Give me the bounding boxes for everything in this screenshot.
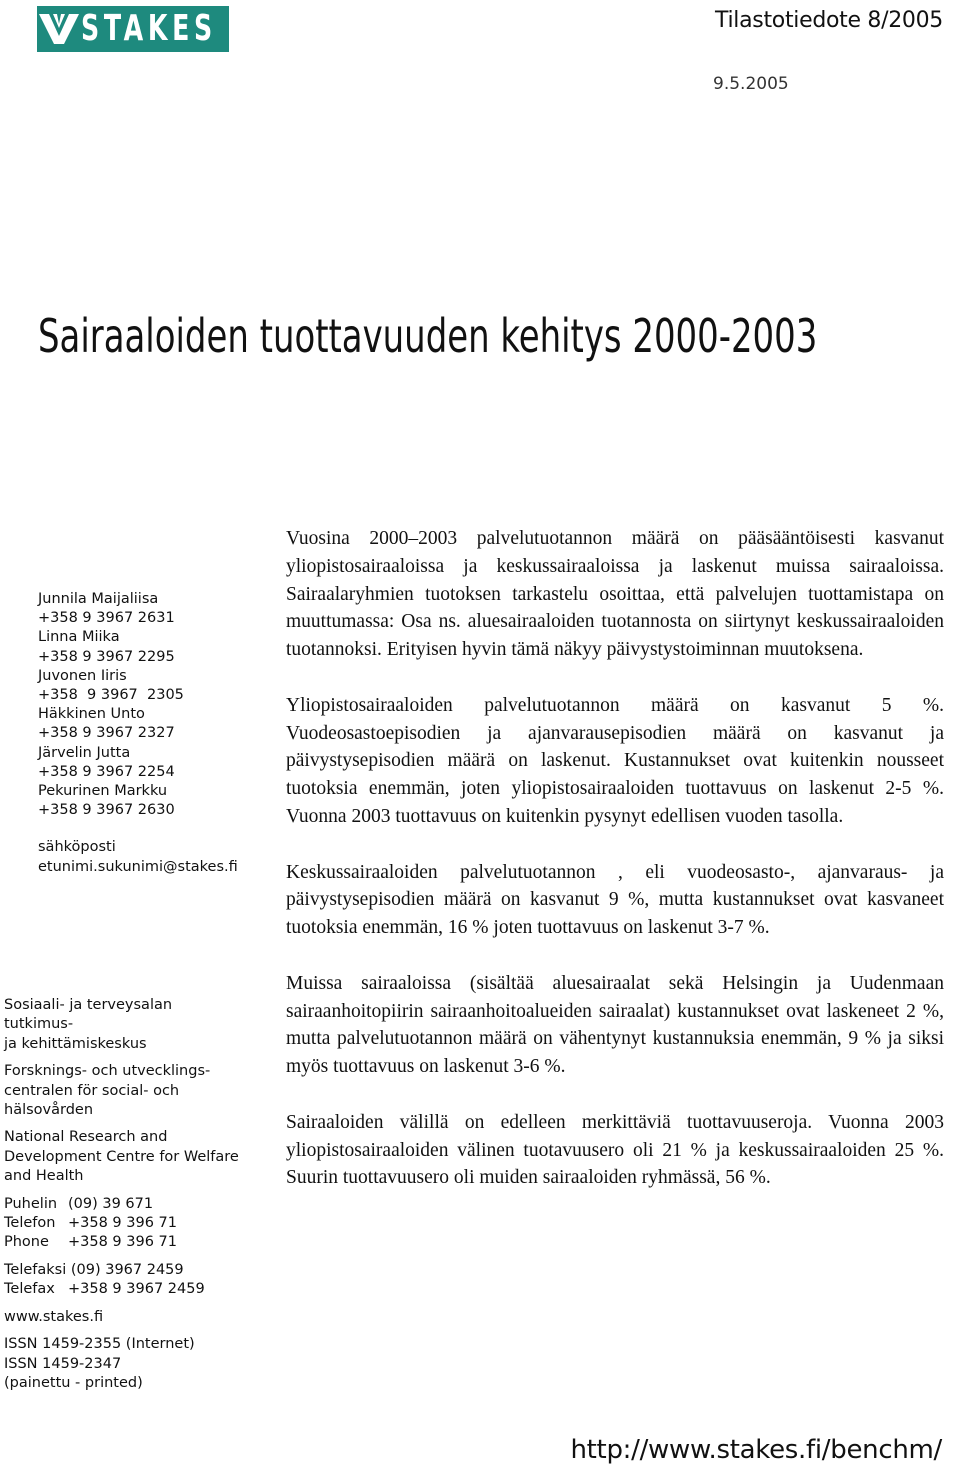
article-body bbox=[286, 525, 944, 1220]
issn-printed-note: (painettu - printed) bbox=[4, 1374, 143, 1391]
paragraph: Muissa sairaaloissa (sisältää aluesairaalat sekä Helsingin ja Uudenmaan sairaanhoitopiirin sairaanhoitoalueiden sairaalat) kustannukset ovat laskeneet 2 %, mutta palvelutuotannon määrä on vähentynyt kustannuksia enemmän, 9 % ja siksi myös tuottavuus on laskenut 3-6 %. bbox=[286, 972, 944, 1078]
contact-phone: +358 9 3967 2630 bbox=[38, 802, 175, 819]
contact-item bbox=[38, 667, 238, 705]
contact-name: Järvelin Jutta bbox=[38, 744, 131, 761]
phone-value: +358 9 396 71 bbox=[68, 1215, 178, 1232]
phone-label: Phone bbox=[4, 1234, 49, 1251]
organization-info bbox=[4, 996, 244, 1401]
page-title: Sairaaloiden tuottavuuden kehitys 2000-2003 bbox=[38, 308, 818, 363]
contact-name: Pekurinen Markku bbox=[38, 783, 168, 800]
fax-row bbox=[4, 1261, 244, 1280]
org-name-en bbox=[4, 1128, 244, 1186]
logo-text: STAKES bbox=[81, 8, 217, 49]
org-name-sv-line: hälsovården bbox=[4, 1102, 94, 1119]
org-name-en-line: National Research and bbox=[4, 1129, 168, 1146]
fax-value: (09) 3967 2459 bbox=[70, 1261, 184, 1278]
contact-name: Junnila Maijaliisa bbox=[38, 591, 159, 607]
paragraph: Vuosina 2000–2003 palvelutuotannon määrä on pääsääntöisesti kasvanut yliopistosairaaloissa ja keskussairaaloissa ja laskenut muissa sairaaloissa. Sairaalaryhmien tuotoksen tarkastelu osoittaa, että palvelujen tuottamistapa on muuttumassa: Osa ns. aluesairaaloiden tuotannosta on siirtynyt keskussairaaloiden tuotannoksi. Erityisen hyvin tämä näkyy päivystystoiminnan muutoksena. bbox=[286, 528, 944, 661]
bulletin-date: 9.5.2005 bbox=[713, 74, 789, 94]
fax-numbers bbox=[4, 1261, 244, 1300]
org-name-sv bbox=[4, 1062, 244, 1120]
org-name-sv-line: Forsknings- och utvecklings- bbox=[4, 1063, 211, 1080]
contact-item bbox=[38, 590, 238, 628]
email-label: sähköposti bbox=[38, 839, 116, 856]
paragraph: Sairaaloiden välillä on edelleen merkittäviä tuottavuuseroja. Vuonna 2003 yliopistosairaaloiden välinen tuotavuusero oli 21 % ja keskussairaaloiden 25 %. Suurin tuottavuusero oli muiden sairaaloiden ryhmässä, 56 %. bbox=[286, 1111, 944, 1189]
org-name-en-line: Development Centre for Welfare bbox=[4, 1148, 239, 1165]
contact-item bbox=[38, 744, 238, 782]
paragraph: Keskussairaaloiden palvelutuotannon , eli vuodeosasto-, ajanvaraus- ja päivystysepisodien määrä on kasvanut 9 %, mutta kustannukset ovat kasvaneet tuotoksia enemmän, 16 % joten tuottavuus on laskenut 3-7 %. bbox=[286, 861, 944, 939]
contact-phone: +358 9 3967 2254 bbox=[38, 763, 175, 780]
stakes-logo bbox=[37, 6, 229, 52]
phone-row bbox=[4, 1195, 244, 1214]
contact-name: Juvonen Iiris bbox=[38, 667, 127, 684]
contact-phone: +358 9 3967 2327 bbox=[38, 725, 175, 742]
fax-label: Telefaksi bbox=[4, 1261, 67, 1278]
contact-name: Linna Miika bbox=[38, 629, 120, 646]
footer-url-link[interactable]: http://www.stakes.fi/benchm/ bbox=[570, 1435, 942, 1465]
email-address: etunimi.sukunimi@stakes.fi bbox=[38, 858, 238, 875]
email-block bbox=[38, 838, 238, 876]
paragraph: Yliopistosairaaloiden palvelutuotannon määrä on kasvanut 5 %. Vuodeosastoepisodien ja ajanvarausepisodien määrä on kasvanut ja päivystysepisodien määrä on laskenut. Kustannukset ovat kuitenkin nousseet tuotoksia enemmän, joten yliopistosairaaloiden tuottavuus on laskenut 2-5 %. Vuonna 2003 tuottavuus on kuitenkin pysynyt edellisen vuoden tasolla. bbox=[286, 694, 944, 827]
bulletin-number: Tilastotiedote 8/2005 bbox=[715, 8, 943, 33]
logo-mark-icon bbox=[37, 6, 81, 52]
phone-label: Puhelin bbox=[4, 1195, 58, 1212]
phone-row bbox=[4, 1233, 244, 1252]
contact-item bbox=[38, 628, 238, 666]
issn-internet: ISSN 1459-2355 (Internet) bbox=[4, 1336, 195, 1353]
contact-name: Häkkinen Unto bbox=[38, 706, 145, 723]
contact-phone: +358 9 3967 2631 bbox=[38, 610, 175, 627]
contact-item bbox=[38, 782, 238, 820]
fax-value: +358 9 3967 2459 bbox=[68, 1281, 205, 1298]
website[interactable]: www.stakes.fi bbox=[4, 1308, 104, 1325]
org-name-fi bbox=[4, 996, 244, 1054]
issn-block bbox=[4, 1335, 244, 1393]
contact-phone: +358 9 3967 2295 bbox=[38, 648, 175, 665]
fax-row bbox=[4, 1280, 244, 1299]
org-name-en-line: and Health bbox=[4, 1168, 84, 1185]
org-name-sv-line: centralen för social- och bbox=[4, 1082, 180, 1099]
issn-printed: ISSN 1459-2347 bbox=[4, 1355, 122, 1372]
phone-row bbox=[4, 1214, 244, 1233]
org-name-fi-line: Sosiaali- ja terveysalan tutkimus- bbox=[4, 997, 173, 1033]
contact-phone: +358 9 3967 2305 bbox=[38, 687, 184, 704]
contact-list bbox=[38, 590, 238, 877]
phone-label: Telefon bbox=[4, 1215, 56, 1232]
contact-item bbox=[38, 705, 238, 743]
phone-value: (09) 39 671 bbox=[68, 1195, 154, 1212]
phone-value: +358 9 396 71 bbox=[68, 1234, 178, 1251]
phone-numbers bbox=[4, 1195, 244, 1253]
org-name-fi-line: ja kehittämiskeskus bbox=[4, 1035, 147, 1052]
fax-label: Telefax bbox=[4, 1281, 55, 1298]
